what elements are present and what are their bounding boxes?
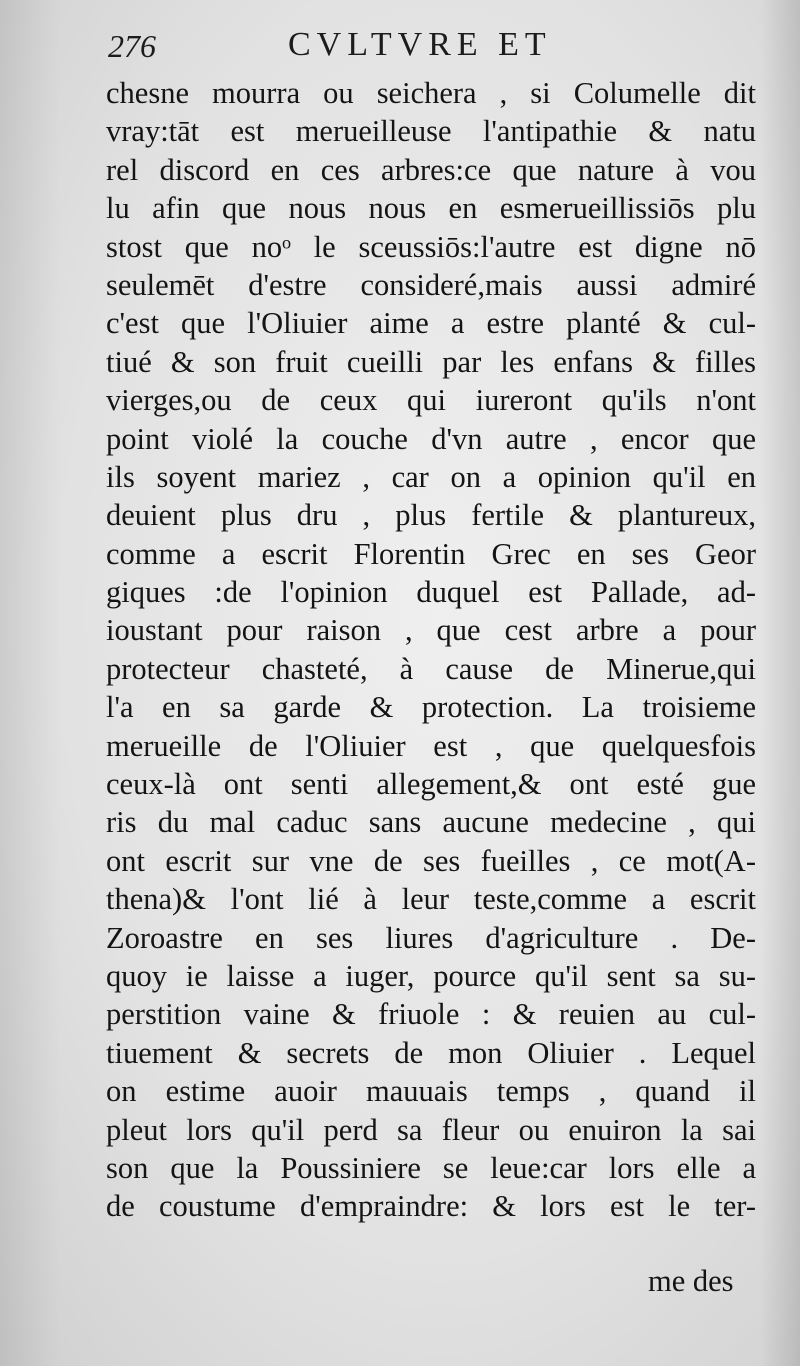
text-line: giques :de l'opinion duquel est Pallade, ad- — [106, 575, 756, 610]
text-line: ris du mal caduc sans aucune medecine , qui — [106, 805, 756, 840]
text-line: c'est que l'Oliuier aime a estre planté & cul- — [106, 306, 756, 341]
text-line: protecteur chasteté, à cause de Minerue,qui — [106, 651, 756, 686]
text-line: on estime auoir mauuais temps , quand il — [106, 1074, 756, 1109]
text-line: comme a escrit Florentin Grec en ses Geor — [106, 536, 756, 571]
text-line: stost que noᵒ le sceussiōs:l'autre est digne nō — [106, 229, 756, 264]
text-line: chesne mourra ou seichera , si Columelle dit — [106, 76, 756, 110]
text-line: lu afin que nous nous en esmerueillissiōs plu — [106, 191, 756, 226]
catchword: me des — [648, 1264, 734, 1298]
page-edge-shadow — [0, 0, 60, 1366]
text-line: Zoroastre en ses liures d'agriculture . De- — [106, 920, 756, 955]
text-line: ioustant pour raison , que cest arbre a pour — [106, 613, 756, 648]
text-line: rel discord en ces arbres:ce que nature à vou — [106, 152, 756, 187]
text-line: son que la Poussiniere se leue:car lors elle a — [106, 1150, 756, 1185]
text-line: ont escrit sur vne de ses fueilles , ce mot(A- — [106, 843, 756, 878]
gutter-shadow — [760, 0, 800, 1366]
text-line: thena)& l'ont lié à leur teste,comme a escrit — [106, 882, 756, 917]
text-line: vray:tāt est merueilleuse l'antipathie & natu — [106, 114, 756, 149]
text-line: ceux-là ont senti allegement,& ont esté gue — [106, 767, 756, 802]
text-line: seulemēt d'estre consideré,mais aussi admiré — [106, 267, 756, 302]
text-line: deuient plus dru , plus fertile & plantureux, — [106, 498, 756, 533]
text-line: tiué & son fruit cueilli par les enfans & filles — [106, 344, 756, 379]
page-number: 276 — [108, 28, 156, 64]
text-line: de coustume d'empraindre: & lors est le ter- — [106, 1189, 756, 1224]
text-line: quoy ie laisse a iuger, pource qu'il sent sa su- — [106, 958, 756, 993]
text-line: merueille de l'Oliuier est , que quelquesfois — [106, 728, 756, 763]
text-line: l'a en sa garde & protection. La troisieme — [106, 690, 756, 725]
text-line: tiuement & secrets de mon Oliuier . Lequel — [106, 1035, 756, 1070]
text-line: vierges,ou de ceux qui iureront qu'ils n'ont — [106, 383, 756, 418]
text-line: pleut lors qu'il perd sa fleur ou enuiron la sai — [106, 1112, 756, 1147]
running-head: CVLTVRE ET — [288, 26, 552, 63]
text-line: ils soyent mariez , car on a opinion qu'il en — [106, 459, 756, 494]
text-line: perstition vaine & friuole : & reuien au cul- — [106, 997, 756, 1032]
body-text — [106, 74, 756, 1226]
text-line: point violé la couche d'vn autre , encor que — [106, 421, 756, 456]
page-header — [108, 26, 568, 70]
